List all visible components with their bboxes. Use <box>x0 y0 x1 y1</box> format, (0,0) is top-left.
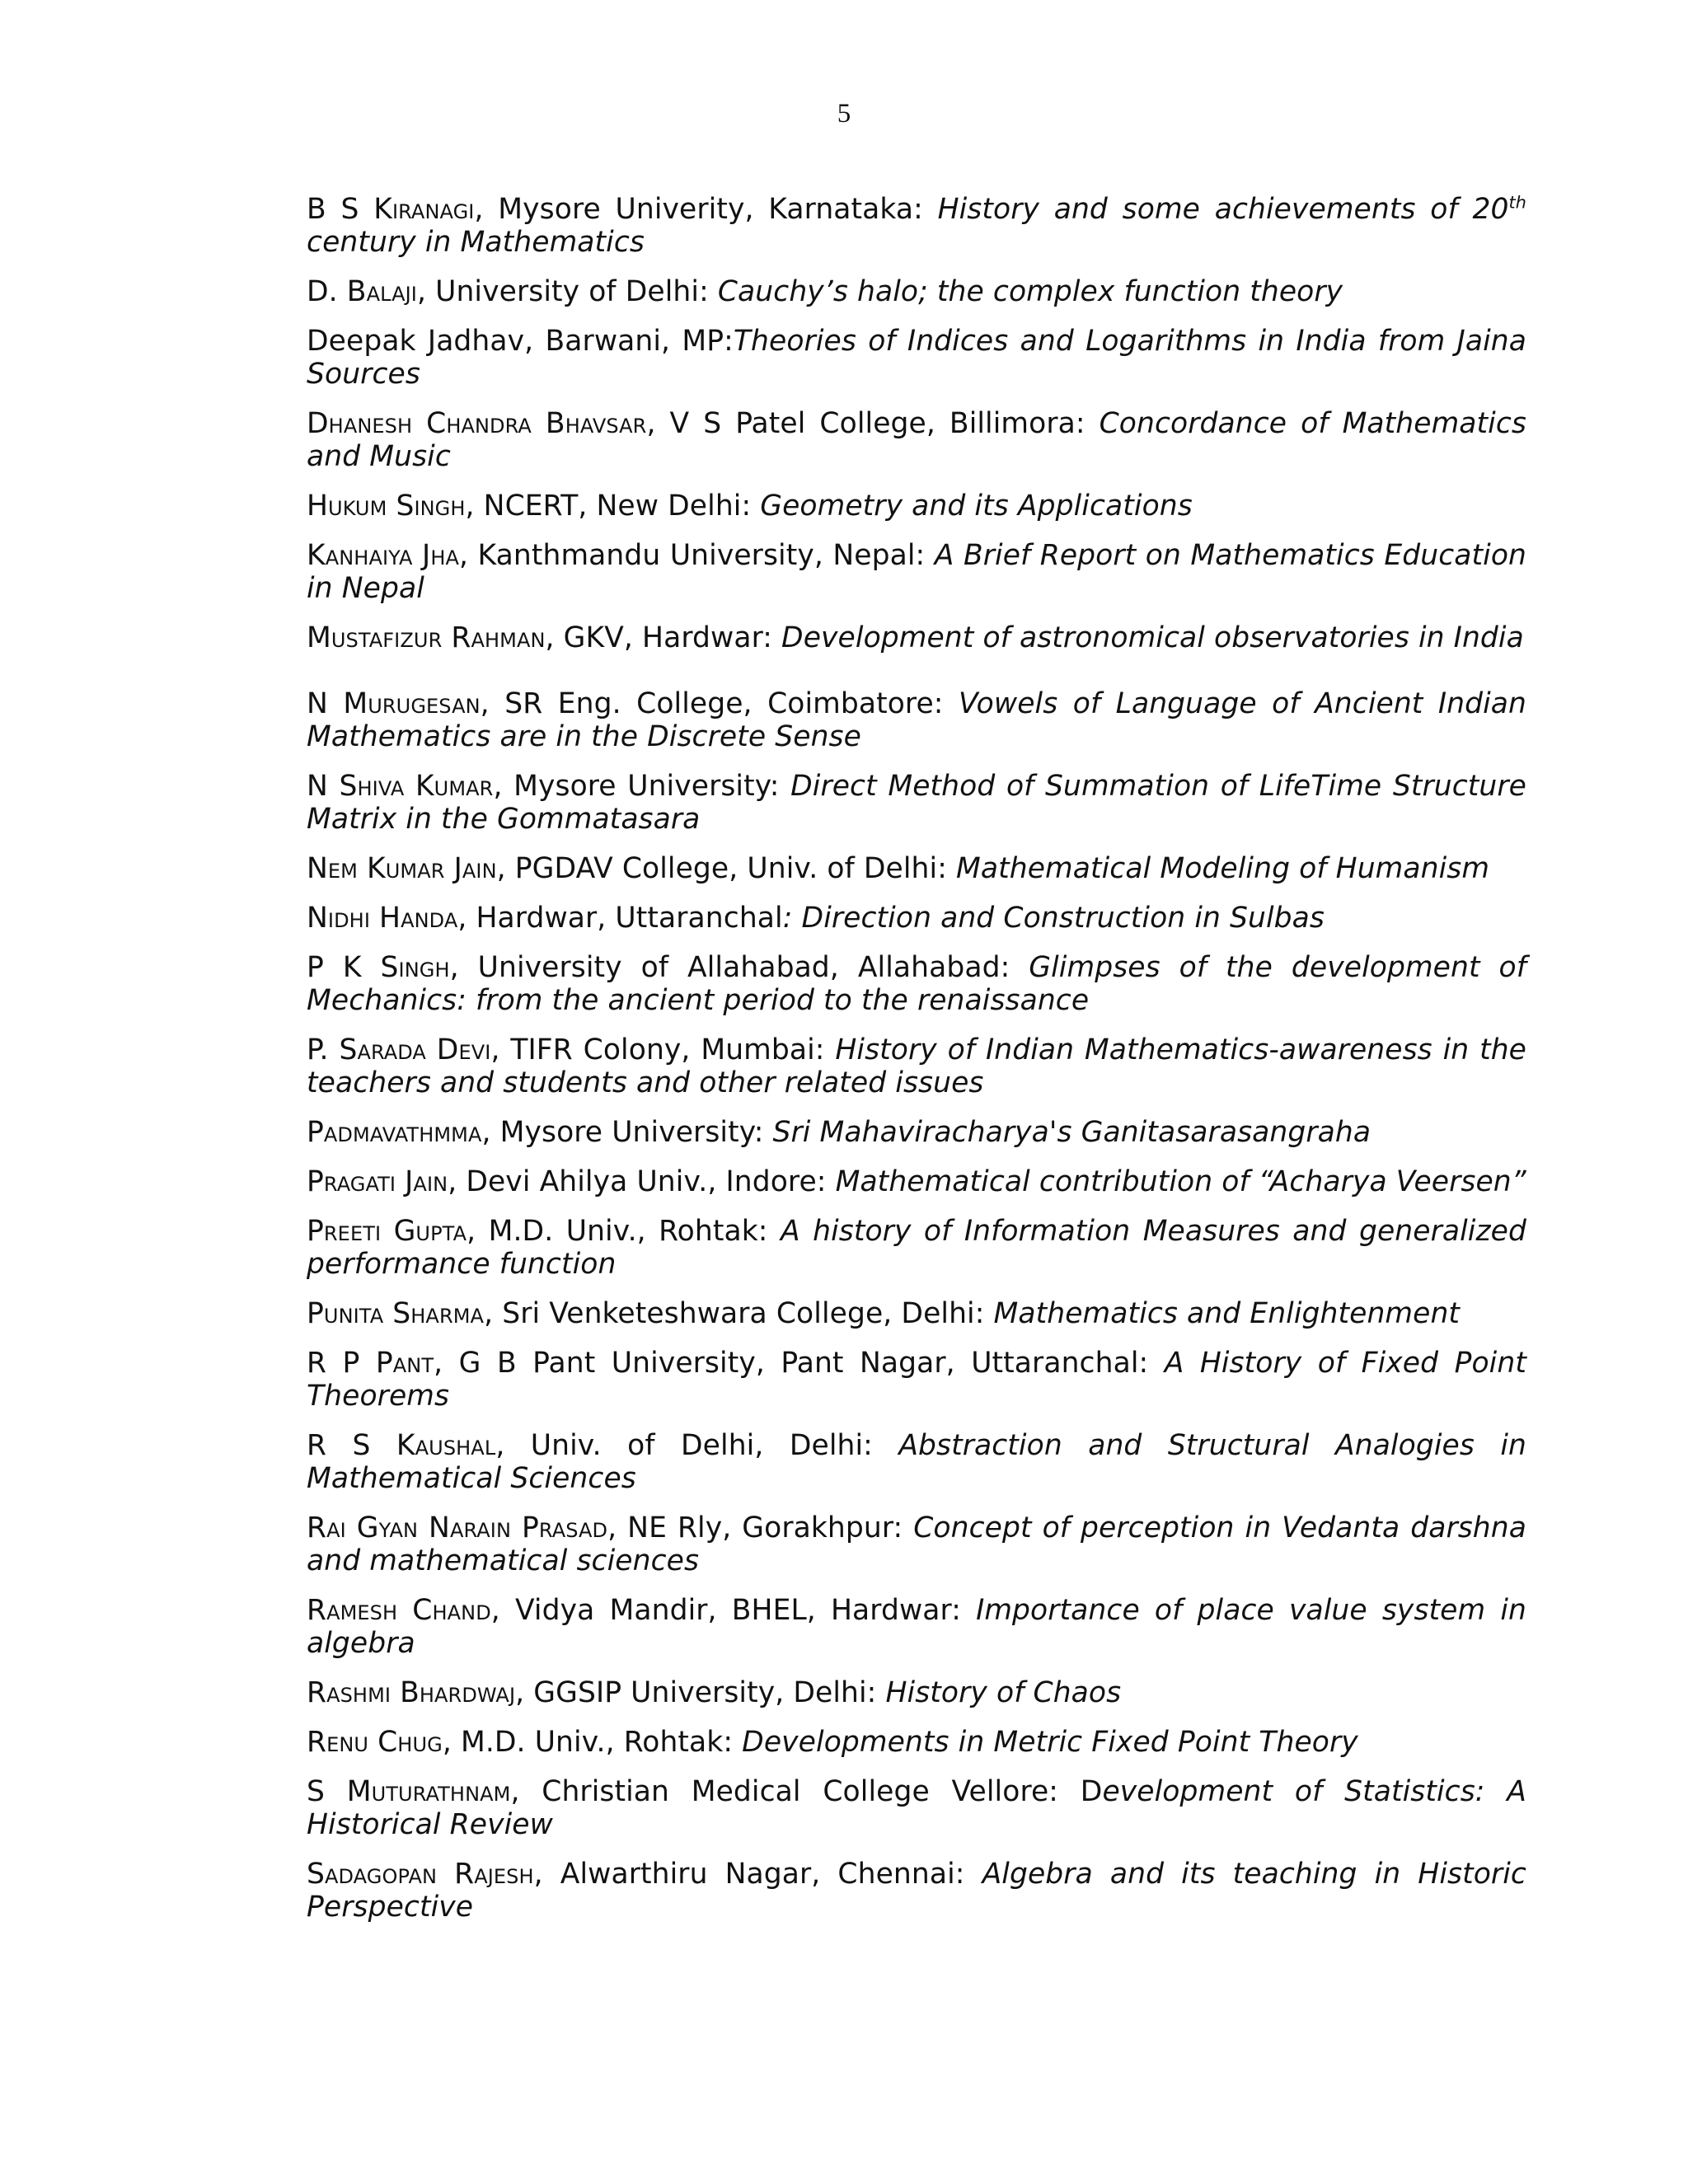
author-name: R S Kaushal <box>307 1429 496 1462</box>
author-name: Punita Sharma <box>307 1297 485 1330</box>
author-affiliation: , Sri Venketeshwara College, Delhi: <box>484 1297 994 1330</box>
author-affiliation: , Hardwar, Uttaranchal <box>457 902 783 935</box>
list-item <box>307 951 1526 1017</box>
talk-title: History of Chaos <box>885 1676 1122 1709</box>
author-name: Pragati Jain <box>307 1165 448 1198</box>
list-item <box>307 902 1526 935</box>
talk-title: Mathematical Modeling of Humanism <box>956 852 1490 885</box>
list-item <box>307 325 1526 391</box>
author-affiliation: , GGSIP University, Delhi: <box>515 1676 886 1709</box>
page-number: 5 <box>837 99 851 129</box>
talk-title: Mathematical contribution of “Acharya Veersen” <box>835 1165 1526 1198</box>
list-item <box>307 1594 1526 1660</box>
author-name: N Murugesan <box>307 687 481 720</box>
author-affiliation: , M.D. Univ., Rohtak: <box>442 1726 743 1759</box>
author-affiliation: , Barwani, MP: <box>524 325 734 358</box>
list-item <box>307 1347 1526 1413</box>
talk-title: A history of Information Measures and generalized performance function <box>307 1215 1526 1281</box>
author-name: D. Balaji <box>307 275 417 308</box>
author-name: B S Kiranagi <box>307 193 475 226</box>
author-affiliation: , Alwarthiru Nagar, Chennai: <box>533 1858 982 1891</box>
author-affiliation: , G B Pant University, Pant Nagar, Uttaranchal: <box>434 1347 1165 1380</box>
author-affiliation: , University of Allahabad, Allahabad: <box>449 951 1029 984</box>
author-name: Rai Gyan Narain Prasad <box>307 1511 608 1544</box>
list-item <box>307 490 1526 523</box>
talk-title: Mathematics and Enlightenment <box>993 1297 1461 1330</box>
author-name: R P Pant <box>307 1347 434 1380</box>
author-name: Rashmi Bhardwaj <box>307 1676 516 1709</box>
talk-title: Concordance of Mathematics and Music <box>307 407 1526 473</box>
author-affiliation: , SR Eng. College, Coimbatore: <box>480 687 959 720</box>
talk-title: Importance of place value system in algebra <box>307 1594 1526 1660</box>
author-affiliation: , NE Rly, Gorakhpur: <box>607 1511 914 1544</box>
author-name: P. Sarada Devi <box>307 1033 491 1066</box>
list-item <box>307 1775 1526 1841</box>
list-item <box>307 1858 1526 1924</box>
author-name: Preeti Gupta <box>307 1215 467 1248</box>
list-item <box>307 1726 1526 1759</box>
author-affiliation: , Kanthmandu University, Nepal: <box>458 539 935 572</box>
author-name: S Muturathnam <box>307 1775 511 1808</box>
author-name: Hukum Singh <box>307 490 466 523</box>
talk-title: Cauchy’s halo; the complex function theory <box>717 275 1343 308</box>
ordinal-suffix: th <box>1508 192 1526 213</box>
talk-title: : Direction and Construction in Sulbas <box>782 902 1325 935</box>
author-affiliation: , University of Delhi: <box>416 275 718 308</box>
talk-title-part: century in Mathematics <box>307 226 645 259</box>
list-item <box>307 687 1526 753</box>
talk-title: Glimpses of the development of Mechanics: from the ancient period to the renaissance <box>307 951 1527 1017</box>
list-item <box>307 852 1526 885</box>
author-name: N Shiva Kumar <box>307 770 494 803</box>
author-affiliation: , GKV, Hardwar: <box>545 621 782 654</box>
author-affiliation: , Christian Medical College Vellore: D <box>510 1775 1103 1808</box>
list-item <box>307 275 1526 308</box>
author-name: Padmavathmma <box>307 1116 482 1149</box>
author-name: Dhanesh Chandra Bhavsar <box>307 407 647 440</box>
talk-title: Development of astronomical observatories in India <box>781 621 1524 654</box>
author-affiliation: , Mysore University: <box>493 770 791 803</box>
author-affiliation: , Vidya Mandir, BHEL, Hardwar: <box>490 1594 977 1627</box>
talk-title: Theories of Indices and Logarithms in India from Jaina Sources <box>307 325 1527 391</box>
list-item <box>307 539 1526 605</box>
talk-title: evelopment of Statistics: A Historical Review <box>307 1775 1526 1841</box>
author-name: Deepak Jadhav <box>307 325 525 358</box>
author-affiliation: , Mysore Univerity, Karnataka: <box>474 193 938 226</box>
talk-title: Sri Mahaviracharya's Ganitasarasangraha <box>772 1116 1372 1149</box>
talk-title: Abstraction and Structural Analogies in Mathematical Sciences <box>307 1429 1526 1495</box>
talk-title-part: History and some achievements of 20 <box>937 193 1509 226</box>
list-item <box>307 1676 1526 1709</box>
author-affiliation: , TIFR Colony, Mumbai: <box>490 1033 836 1066</box>
talk-title: Direct Method of Summation of LifeTime Structure Matrix in the Gommatasara <box>307 770 1527 836</box>
talk-title: Algebra and its teaching in Historic Perspective <box>307 1858 1526 1924</box>
talk-title: Vowels of Language of Ancient Indian Mathematics are in the Discrete Sense <box>307 687 1527 753</box>
talk-title: Developments in Metric Fixed Point Theory <box>742 1726 1358 1759</box>
presentation-list <box>307 193 1526 1940</box>
list-item <box>307 193 1526 259</box>
list-item <box>307 1429 1526 1495</box>
author-name: Mustafizur Rahman <box>307 621 546 654</box>
list-item <box>307 407 1526 473</box>
author-affiliation: , Univ. of Delhi, Delhi: <box>495 1429 899 1462</box>
list-item <box>307 1511 1526 1577</box>
talk-title: A History of Fixed Point Theorems <box>307 1347 1526 1413</box>
talk-title: Concept of perception in Vedanta darshna and mathematical sciences <box>307 1511 1526 1577</box>
list-item <box>307 1165 1526 1198</box>
author-affiliation: , V S Patel College, Billimora: <box>646 407 1100 440</box>
author-name: Sadagopan Rajesh <box>307 1858 534 1891</box>
author-affiliation: , PGDAV College, Univ. of Delhi: <box>496 852 956 885</box>
author-name: P K Singh <box>307 951 450 984</box>
author-affiliation: , Mysore University: <box>481 1116 773 1149</box>
list-item <box>307 1033 1526 1099</box>
author-affiliation: , NCERT, New Delhi: <box>465 490 761 523</box>
author-name: Nidhi Handa <box>307 902 458 935</box>
author-name: Renu Chug <box>307 1726 443 1759</box>
talk-title: Geometry and its Applications <box>760 490 1193 523</box>
talk-title: A Brief Report on Mathematics Education in Nepal <box>307 539 1526 605</box>
author-affiliation: , M.D. Univ., Rohtak: <box>467 1215 781 1248</box>
list-item <box>307 621 1526 654</box>
author-name: Nem Kumar Jain <box>307 852 497 885</box>
author-name: Ramesh Chand <box>307 1594 491 1627</box>
talk-title: History of Indian Mathematics-awareness in the teachers and students and other related issues <box>307 1033 1527 1099</box>
author-name: Kanhaiya Jha <box>307 539 459 572</box>
list-item <box>307 770 1526 836</box>
list-item <box>307 1297 1526 1330</box>
list-item <box>307 1215 1526 1281</box>
author-affiliation: , Devi Ahilya Univ., Indore: <box>448 1165 836 1198</box>
list-item <box>307 1116 1526 1149</box>
